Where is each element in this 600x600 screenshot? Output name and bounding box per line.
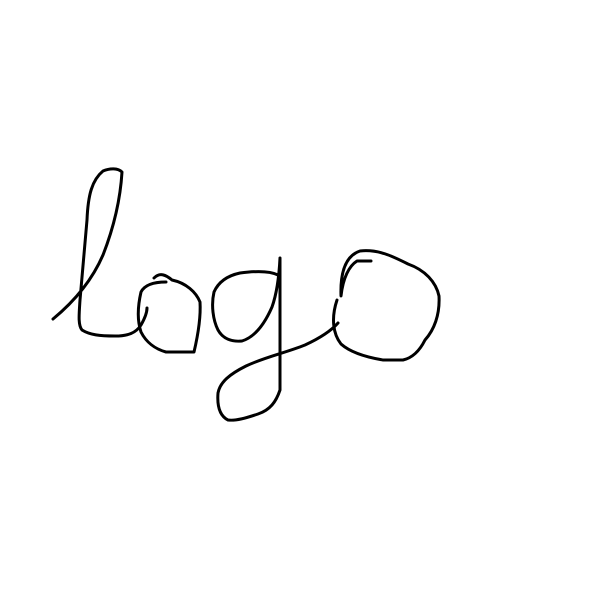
letter-l-stroke [53,169,147,336]
letter-o2-stroke [334,251,440,360]
letter-g-stroke [213,258,338,420]
